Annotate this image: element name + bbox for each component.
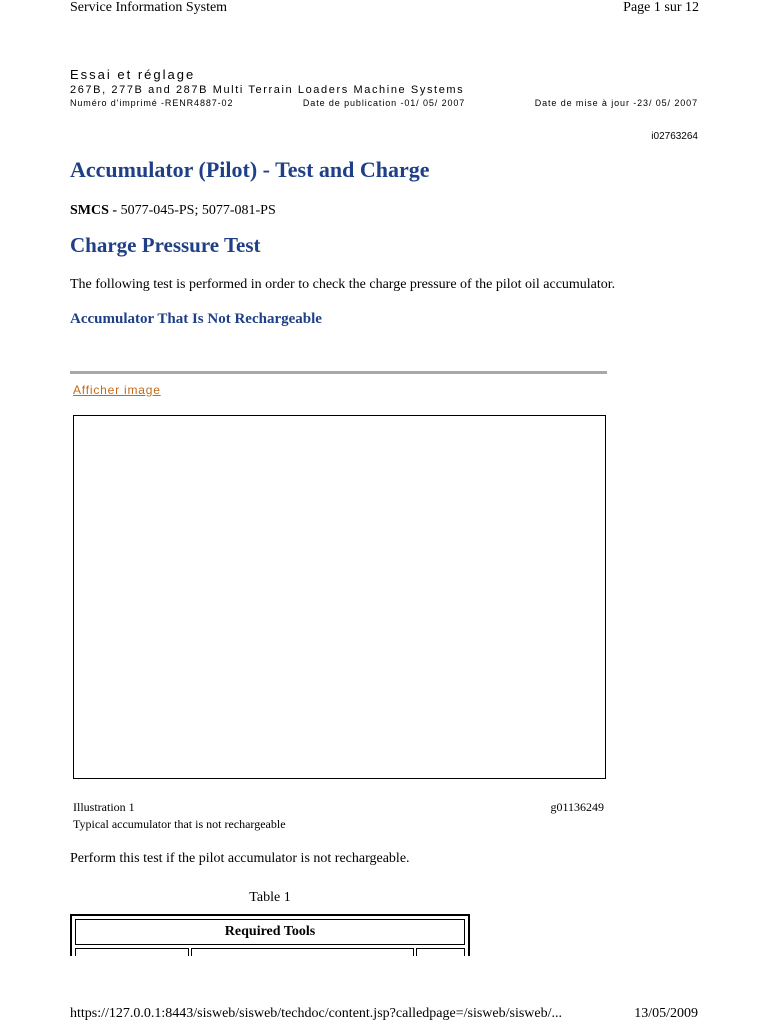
subsection-heading: Accumulator That Is Not Rechargeable [70,311,322,327]
table-header: Required Tools [75,919,465,945]
footer-url: https://127.0.0.1:8443/sisweb/sisweb/techdoc/content.jsp?calledpage=/sisweb/sisweb/... [70,1006,562,1021]
footer-date: 13/05/2009 [634,1006,698,1021]
table-col-border [464,948,465,956]
table-col-border [191,948,192,956]
table-col-border [416,948,417,956]
required-tools-table [70,914,470,956]
table-col-border [75,948,76,956]
table-row-border [75,948,189,949]
smcs-line [70,203,276,219]
table-col-border [188,948,189,956]
publication-date: Date de publication -01/ 05/ 2007 [302,98,466,108]
update-date: Date de mise à jour -23/ 05/ 2007 [534,98,698,108]
section-heading: Charge Pressure Test [70,233,261,257]
illustration-number: Illustration 1 [73,800,135,814]
illustration-caption: Typical accumulator that is not rechargeable [73,817,286,831]
table-row-border [416,948,465,949]
header-system-name: Service Information System [70,0,228,15]
show-image-link[interactable]: Afficher image [73,383,161,397]
table-caption: Table 1 [249,890,291,905]
page-title: Accumulator (Pilot) - Test and Charge [70,157,430,182]
print-number: Numéro d'imprimé -RENR4887-02 [70,98,234,108]
document-meta-row [70,98,698,108]
smcs-codes: 5077-045-PS; 5077-081-PS [117,203,276,218]
document-subtitle: 267B, 277B and 287B Multi Terrain Loaders Machine Systems [70,84,465,96]
table-row-border [191,948,414,949]
smcs-label: SMCS - [70,203,118,218]
illustration-id: g01136249 [550,800,604,814]
document-category: Essai et réglage [70,67,196,82]
divider [70,371,607,374]
illustration-placeholder [73,415,606,779]
document-id: i02763264 [651,131,698,142]
header-page-number: Page 1 sur 12 [623,0,699,15]
perform-paragraph: Perform this test if the pilot accumulator is not rechargeable. [70,851,410,866]
table-col-border [413,948,414,956]
intro-paragraph: The following test is performed in order to check the charge pressure of the pilot oil accumulator. [70,277,616,292]
